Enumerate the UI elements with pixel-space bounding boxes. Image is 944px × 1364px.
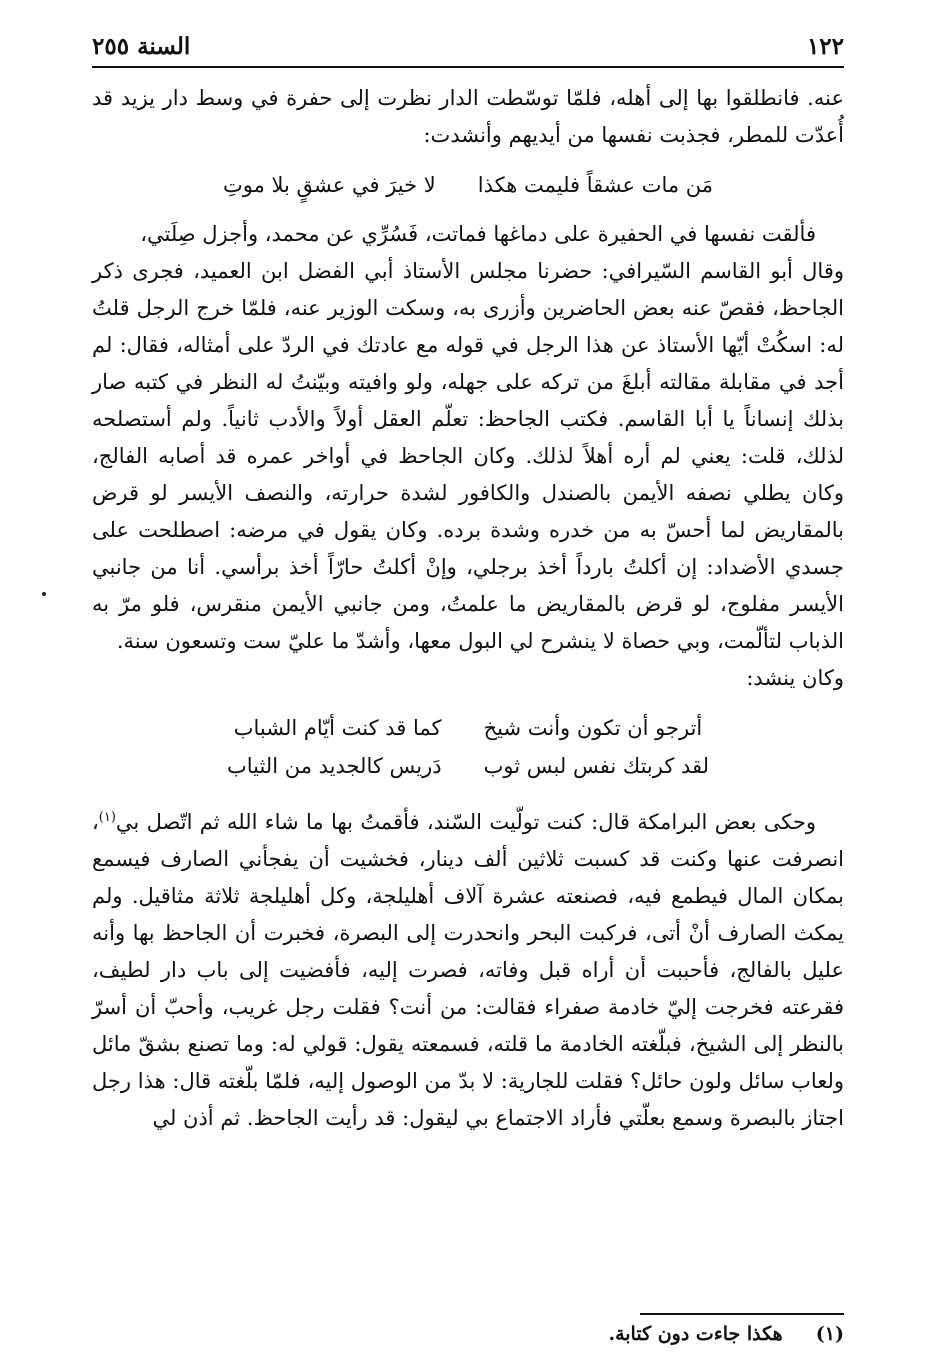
verse-1-hemistich-a: مَن مات عشقاً فليمت هكذا [477,173,714,197]
verse-3-hemistich-b: دَريس كالجديد من الثياب [226,754,442,778]
paragraph-3: وقال أبو القاسم السّيرافي: حضرنا مجلس الأستاذ أبي الفضل ابن العميد، فجرى ذكر الجاحظ، فقصّ عنه بعض الحاضرين وأزرى به، وسكت الوزير عنه، فلمّا خرج الرجل قلتُ له: اسكُتْ أيّها الأستاذ عن هذا الرجل في قوله مع عادتك في الردّ على أمثاله، فقال: لم أجد في مقابلة مقالته أبلغَ من تركه على جهله، ولو وافيته وبيّنتُ له النظر في كتبه صار بذلك إنساناً يا أبا القاسم. فكتب الجاحظ: تعلّم العقل أولاً والأدب ثانياً. ولم أستصلحه لذلك، قلت: يعني لم أره أهلاً لذلك. وكان الجاحظ في أواخر عمره قد أصابه الفالج، وكان يطلي نصفه الأيمن بالصندل والكافور لشدة حرارته، والنصف الأيسر لو قرض بالمقاريض لما أحسّ به من خدره وشدة برده. وكان يقول في مرضه: اصطلحت على جسدي الأضداد: إن أكلتُ بارداً أخذ برجلي، وإنْ أكلتُ حارّاً أخذ برأسي. أنا من جانبي الأيسر مفلوج، لو قرض بالمقاريض ما علمتُ، ومن جانبي الأيمن منقرس، فلو مرّ به الذباب لتألّمت، وبي حصاة لا ينشرح لي البول معها، وأشدّ ما عليّ ست وتسعون سنة. [92,259,844,653]
header-rule [92,66,844,68]
footnote-number: (١) [815,1323,844,1345]
body-text [92,80,844,1137]
margin-mark [42,592,46,596]
paragraph-5 [92,799,844,1137]
verse-1-hemistich-b: لا خيرَ في عشقٍ بلا موتِ [222,173,436,197]
verse-3-hemistich-a: لقد كربتك نفس لبس ثوب [483,754,710,778]
verse-block [92,709,844,785]
paragraph-2: فألقت نفسها في الحفيرة على دماغها فماتت، فَسُرِّي عن محمد، وأجزل صِلَتي، [140,222,816,246]
paragraph-5-rest: ، انصرفت عنها وكنت قد كسبت ثلاثين ألف دينار، فخشيت أن يفجأني الصارف فيسمع بمكان المال فيطمع فيه، فصنعته عشرة آلاف أهليلجة، وكل أهليلجة ثلاثة مثاقيل. ولم يمكث الصارف أنْ أتى، فركبت البحر وانحدرت إلى البصرة، فخبرت أن الجاحظ بها وأنه عليل بالفالج، فأحببت أن أراه قبل وفاته، فصرت إليه، فأفضيت إلى باب دار لطيف، فقرعته فخرجت إليّ خادمة صفراء فقالت: من أنت؟ فقلت رجل غريب، وأحبّ أن أسرّ بالنظر إلى الشيخ، فبلّغته الخادمة ما قلته، فسمعته يقول: قولي له: وما تصنع بشقّ مائل ولعاب سائل ولون حائل؟ فقلت للجارية: لا بدّ من الوصول إليه، فلمّا بلّغته قال: هذا رجل اجتاز بالبصرة وسمع بعلّتي فأراد الاجتماع بي ليقول: قد رأيت الجاحظ. ثم أذن لي [92,810,844,1130]
page-header [92,28,844,64]
paragraph-4: وكان ينشد: [746,666,844,690]
footnote-reference: (١) [98,810,116,825]
footnote-text: هكذا جاءت دون كتابة. [608,1323,783,1345]
verse-line-1 [92,166,844,204]
paragraph-5-start: وحكى بعض البرامكة قال: كنت تولّيت السّند، فأقمتُ بها ما شاء الله ثم اتّصل بي [115,810,816,834]
paragraph-1: عنه. فانطلقوا بها إلى أهله، فلمّا توسّطت الدار نظرت إلى حفرة في وسط دار يزيد قد أُعدّت للمطر، فجذبت نفسها من أيديهم وأنشدت: [92,86,844,147]
footnote-rule [640,1313,844,1315]
verse-2-hemistich-b: كما قد كنت أيّام الشباب [233,716,442,740]
running-title: السنة ٢٥٥ [92,32,191,60]
page-number: ١٢٢ [806,32,844,60]
verse-line-3 [92,747,844,785]
footnote [344,1323,844,1345]
verse-2-hemistich-a: أترجو أن تكون وأنت شيخ [483,716,703,740]
verse-line-2 [92,709,844,747]
